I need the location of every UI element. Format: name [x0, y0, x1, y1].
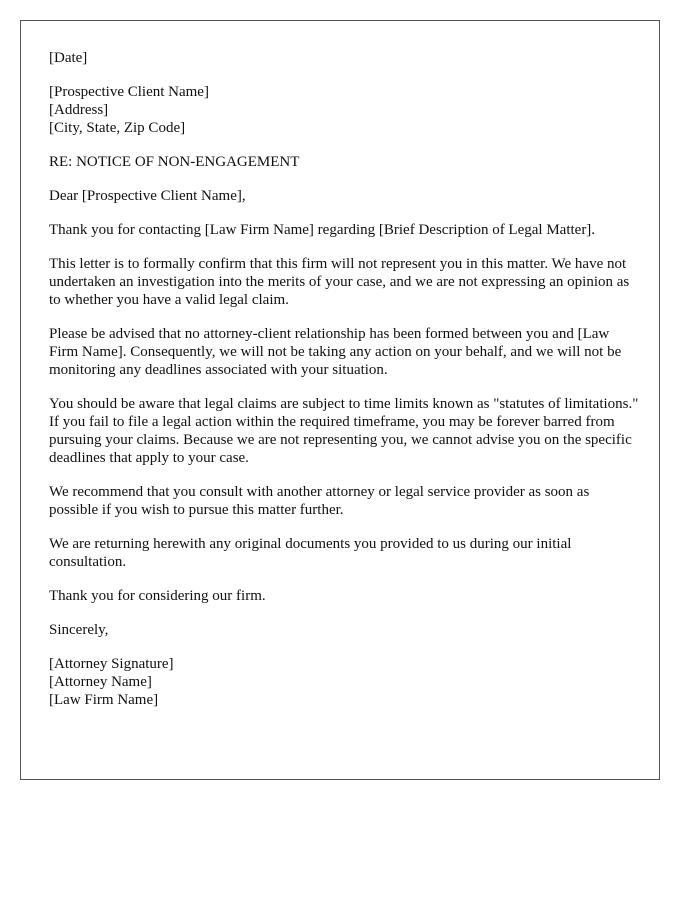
closing-block	[49, 621, 639, 639]
recipient-address-block	[49, 83, 639, 137]
date-block	[49, 49, 639, 67]
body-paragraph-thanks-contact: Thank you for contacting [Law Firm Name] regarding [Brief Description of Legal Matter].	[49, 222, 596, 238]
subject-block	[49, 153, 639, 171]
letter-content	[49, 49, 639, 709]
letter-date: [Date]	[49, 50, 88, 66]
letter-subject: RE: NOTICE OF NON-ENGAGEMENT	[49, 154, 300, 170]
letter-page	[20, 20, 660, 780]
body-paragraph-returning-documents: We are returning herewith any original documents you provided to us during our initial consultation.	[49, 536, 572, 570]
body-paragraph-thanks-considering: Thank you for considering our firm.	[49, 588, 266, 604]
body-paragraph-recommendation: We recommend that you consult with another attorney or legal service provider as soon as possible if you wish to pursue this matter further.	[49, 484, 590, 518]
salutation-block	[49, 187, 639, 205]
signature-block	[49, 655, 639, 709]
recipient-name: [Prospective Client Name]	[49, 84, 209, 100]
attorney-signature: [Attorney Signature]	[49, 656, 174, 672]
law-firm-name: [Law Firm Name]	[49, 692, 159, 708]
letter-closing: Sincerely,	[49, 622, 109, 638]
letter-salutation: Dear [Prospective Client Name],	[49, 188, 246, 204]
body-paragraph-no-relationship: Please be advised that no attorney-client relationship has been formed between you and [Law Firm Name]. Consequently, we will not be taking any action on your behalf, and we will not be monitoring any deadlines associated with your situation.	[49, 326, 622, 378]
body-paragraph-non-representation: This letter is to formally confirm that this firm will not represent you in this matter. We have not undertaken an investigation into the merits of your case, and we are not expressing an opinion as to whether you have a valid legal claim.	[49, 256, 630, 308]
attorney-name: [Attorney Name]	[49, 674, 152, 690]
recipient-city-state-zip: [City, State, Zip Code]	[49, 120, 186, 136]
body-paragraph-statutes-of-limitations: You should be aware that legal claims are subject to time limits known as "statutes of limitations." If you fail to file a legal action within the required timeframe, you may be forever barred from pursuing your claims. Because we are not representing you, we cannot advise you on the specific deadlines that apply to your case.	[49, 396, 639, 466]
recipient-address: [Address]	[49, 102, 109, 118]
